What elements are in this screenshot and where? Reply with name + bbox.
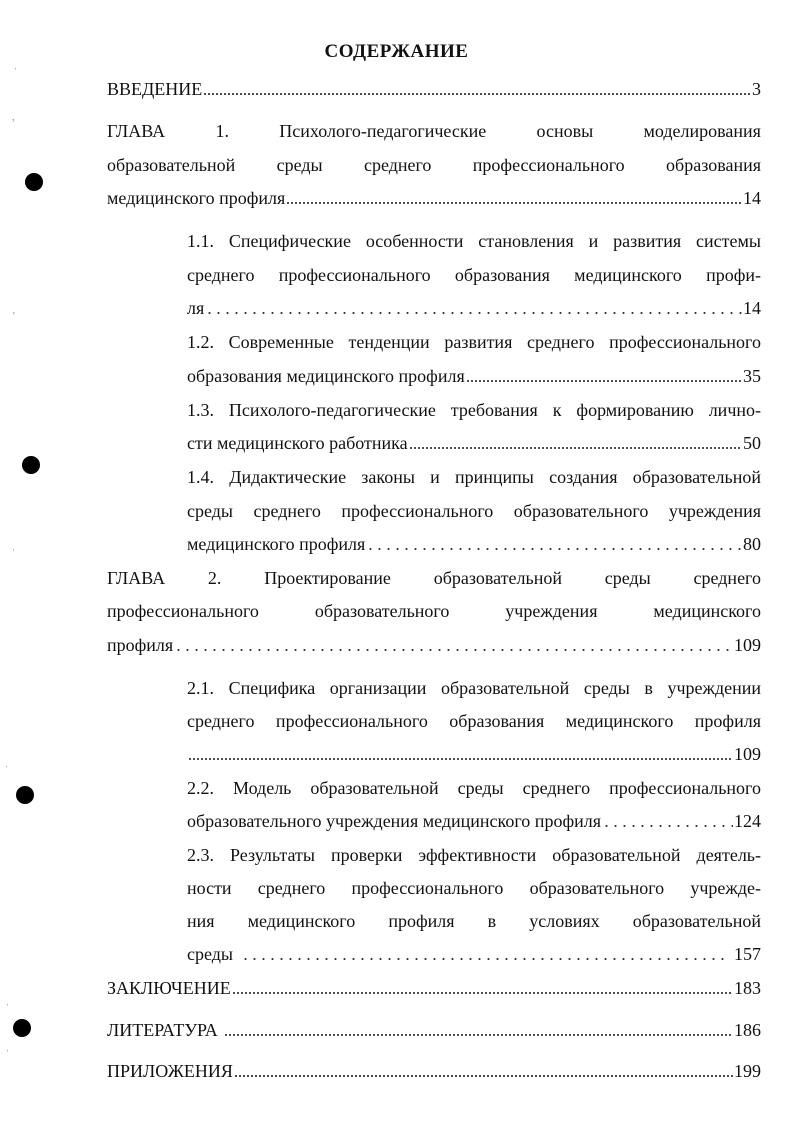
- section-2-3-line-2: ности среднего профессионального образовательного учрежде-: [187, 878, 761, 898]
- page-number: 186: [734, 1020, 761, 1040]
- toc-label: образовательного учреждения медицинского профиля: [187, 811, 601, 831]
- section-1-2-line-1: 1.2. Современные тенденции развития среднего профессионального: [187, 332, 761, 352]
- toc-label: образования медицинского профиля: [187, 366, 465, 386]
- section-1-3-line-1: 1.3. Психолого-педагогические требования к формированию лично-: [187, 400, 761, 420]
- page-number: 199: [734, 1061, 761, 1081]
- dot-leader: [174, 642, 733, 652]
- section-1-4-line-1: 1.4. Дидактические законы и принципы создания образовательной: [187, 467, 761, 487]
- page-number: 14: [743, 298, 761, 318]
- toc-label: ЗАКЛЮЧЕНИЕ: [107, 978, 231, 998]
- dot-leader: [188, 751, 733, 761]
- page-title: СОДЕРЖАНИЕ: [324, 41, 469, 62]
- toc-entry-chapter-2: [107, 632, 761, 658]
- toc-entry-section-1-3: [187, 430, 761, 456]
- toc-entry-section-2-1: [187, 741, 761, 767]
- toc-label: ЛИТЕРАТУРА: [107, 1020, 218, 1040]
- page-number: 14: [743, 188, 761, 208]
- page-number: 157: [734, 944, 761, 964]
- section-1-1-line-2: среднего профессионального образования медицинского профи-: [187, 265, 761, 285]
- scan-speck: ˈ: [14, 67, 18, 78]
- toc-label: ВВЕДЕНИЕ: [107, 79, 203, 99]
- scan-speck: ˈ: [5, 765, 9, 776]
- toc-label: среды: [187, 944, 233, 964]
- dot-leader: [232, 985, 733, 995]
- dot-leader: [205, 305, 742, 315]
- page-number: 80: [743, 534, 761, 554]
- toc-entry-chapter-1: [107, 185, 761, 211]
- toc-label: медицинского профиля: [107, 188, 286, 208]
- dot-leader: [286, 195, 742, 205]
- section-2-3-line-3: ния медицинского профиля в условиях образовательной: [187, 911, 761, 931]
- toc-entry-appendix: [107, 1058, 761, 1084]
- chapter-1-heading-line-1: ГЛАВА 1. Психолого-педагогические основы моделирования: [107, 121, 761, 141]
- section-2-2-line-1: 2.2. Модель образовательной среды среднего профессионального: [187, 778, 761, 798]
- dot-leader: [241, 951, 727, 961]
- page-number: 109: [734, 635, 761, 655]
- dot-leader: [466, 373, 742, 383]
- toc-entry-section-1-4: [187, 531, 761, 557]
- scan-speck: ˈ: [6, 1049, 10, 1060]
- section-1-1-line-1: 1.1. Специфические особенности становления и развития системы: [187, 231, 761, 251]
- page-number: 124: [734, 811, 761, 831]
- binder-hole: [22, 456, 40, 474]
- toc-entry-section-2-3: [187, 941, 761, 967]
- binder-hole: [13, 1019, 31, 1037]
- binder-hole: [25, 173, 43, 191]
- section-2-3-line-1: 2.3. Результаты проверки эффективности образовательной деятель-: [187, 845, 761, 865]
- page-number: 3: [752, 79, 761, 99]
- section-1-4-line-2: среды среднего профессионального образовательного учреждения: [187, 501, 761, 521]
- toc-label: ПРИЛОЖЕНИЯ: [107, 1061, 233, 1081]
- chapter-1-heading-line-2: образовательной среды среднего профессионального образования: [107, 155, 761, 175]
- toc-entry-intro: [107, 76, 761, 102]
- page-number: 183: [734, 978, 761, 998]
- toc-label: сти медицинского работника: [187, 433, 408, 453]
- dot-leader: [366, 541, 742, 551]
- chapter-2-heading-line-2: профессионального образовательного учреждения медицинского: [107, 601, 761, 621]
- dot-leader: [602, 818, 733, 828]
- page-number: 35: [743, 366, 761, 386]
- toc-label: медицинского профиля: [187, 534, 366, 554]
- chapter-2-heading-line-1: ГЛАВА 2. Проектирование образовательной среды среднего: [107, 568, 761, 588]
- toc-label: профиля: [107, 635, 174, 655]
- scan-speck: ˈ: [6, 1003, 10, 1014]
- dot-leader: [234, 1068, 733, 1078]
- section-2-1-line-2: среднего профессионального образования медицинского профиля: [187, 711, 761, 731]
- toc-entry-literature: [107, 1017, 761, 1043]
- dot-leader: [409, 440, 742, 450]
- toc-entry-section-2-2: [187, 808, 761, 834]
- scan-speck: ,: [12, 112, 15, 123]
- page-number: 50: [743, 433, 761, 453]
- dot-leader: [203, 86, 751, 96]
- toc-entry-conclusion: [107, 975, 761, 1001]
- scan-speck: ': [13, 311, 15, 322]
- scan-speck: ˌ: [12, 540, 16, 551]
- toc-label: ля: [187, 298, 205, 318]
- binder-hole: [16, 786, 34, 804]
- toc-entry-section-1-2: [187, 363, 761, 389]
- section-2-1-line-1: 2.1. Специфика организации образовательной среды в учреждении: [187, 678, 761, 698]
- dot-leader: [224, 1027, 733, 1037]
- page-number: 109: [734, 744, 761, 764]
- toc-entry-section-1-1: [187, 295, 761, 321]
